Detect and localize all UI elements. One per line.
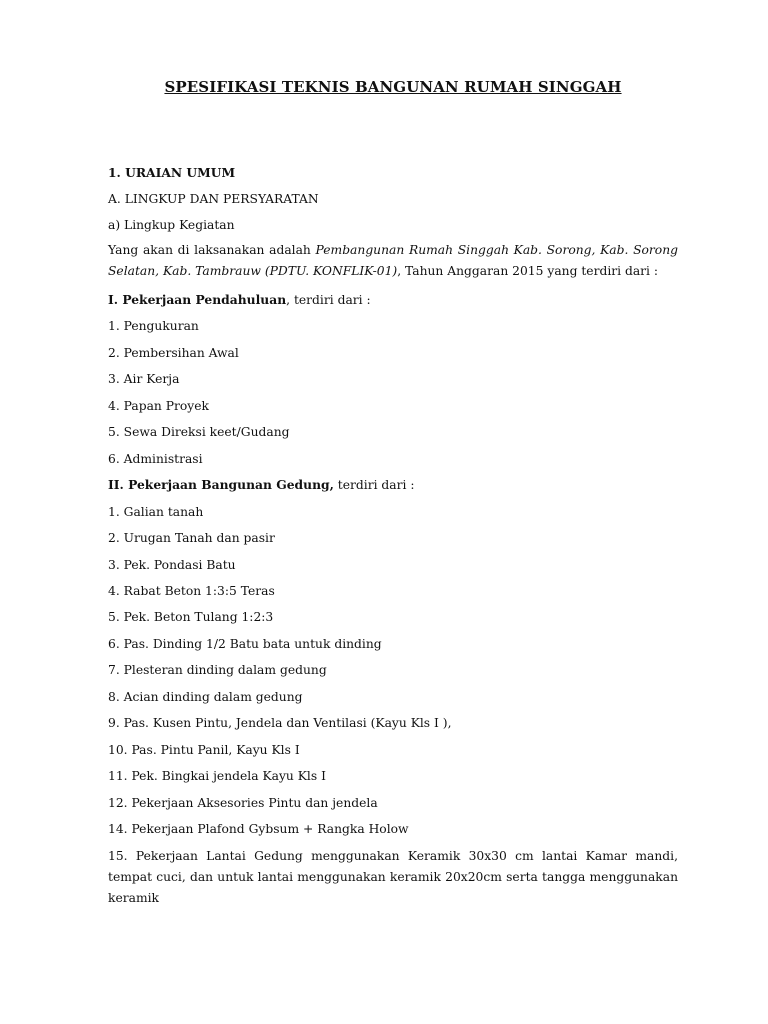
group2-heading-rest: terdiri dari : <box>333 478 415 492</box>
list-item: 14. Pekerjaan Plafond Gybsum + Rangka Holow <box>108 822 409 836</box>
list-item-15: 15. Pekerjaan Lantai Gedung menggunakan Keramik 30x30 cm lantai Kamar mandi, tempat cuci, dan untuk lantai menggunakan keramik 20x20cm serta tangga menggunakan keramik <box>108 849 678 905</box>
list-item: 6. Administrasi <box>108 452 203 466</box>
list-item: 3. Air Kerja <box>108 372 180 386</box>
list-item: 9. Pas. Kusen Pintu, Jendela dan Ventilasi (Kayu Kls I ), <box>108 716 452 730</box>
intro-prefix: Yang akan di laksanakan adalah <box>108 243 316 257</box>
list-item: 11. Pek. Bingkai jendela Kayu Kls I <box>108 769 326 783</box>
intro-project-name: Pembangunan Rumah Singgah Kab. Sorong, Kab. Sorong Selatan, Kab. Tambrauw (PDTU. KONFLIK-01) <box>108 243 678 278</box>
list-item: 1. Galian tanah <box>108 505 204 519</box>
list-item: 4. Rabat Beton 1:3:5 Teras <box>108 584 275 598</box>
list-item: 2. Pembersihan Awal <box>108 346 239 360</box>
list-item: 5. Pek. Beton Tulang 1:2:3 <box>108 610 274 624</box>
group1-heading <box>108 292 371 308</box>
list-item: 12. Pekerjaan Aksesories Pintu dan jendela <box>108 796 378 810</box>
list-item: 3. Pek. Pondasi Batu <box>108 558 236 572</box>
group2-heading <box>108 477 415 493</box>
subsection-heading: A. LINGKUP DAN PERSYARATAN <box>108 192 319 206</box>
group2-heading-bold: II. Pekerjaan Bangunan Gedung, <box>108 477 334 492</box>
list-item: 1. Pengukuran <box>108 319 199 333</box>
section-heading: 1. URAIAN UMUM <box>108 165 236 180</box>
list-item: 10. Pas. Pintu Panil, Kayu Kls I <box>108 743 300 757</box>
list-item: 8. Acian dinding dalam gedung <box>108 690 303 704</box>
list-item: 6. Pas. Dinding 1/2 Batu bata untuk dinding <box>108 637 382 651</box>
list-item: 4. Papan Proyek <box>108 399 209 413</box>
list-item: 7. Plesteran dinding dalam gedung <box>108 663 327 677</box>
intro-paragraph <box>108 240 678 282</box>
group1-heading-bold: I. Pekerjaan Pendahuluan <box>108 292 287 307</box>
document-title: SPESIFIKASI TEKNIS BANGUNAN RUMAH SINGGAH <box>164 78 622 96</box>
intro-suffix: , Tahun Anggaran 2015 yang terdiri dari : <box>397 264 659 278</box>
group1-heading-rest: , terdiri dari : <box>286 293 371 307</box>
scope-heading: a) Lingkup Kegiatan <box>108 218 235 232</box>
list-item: 5. Sewa Direksi keet/Gudang <box>108 425 290 439</box>
list-item: 2. Urugan Tanah dan pasir <box>108 531 275 545</box>
